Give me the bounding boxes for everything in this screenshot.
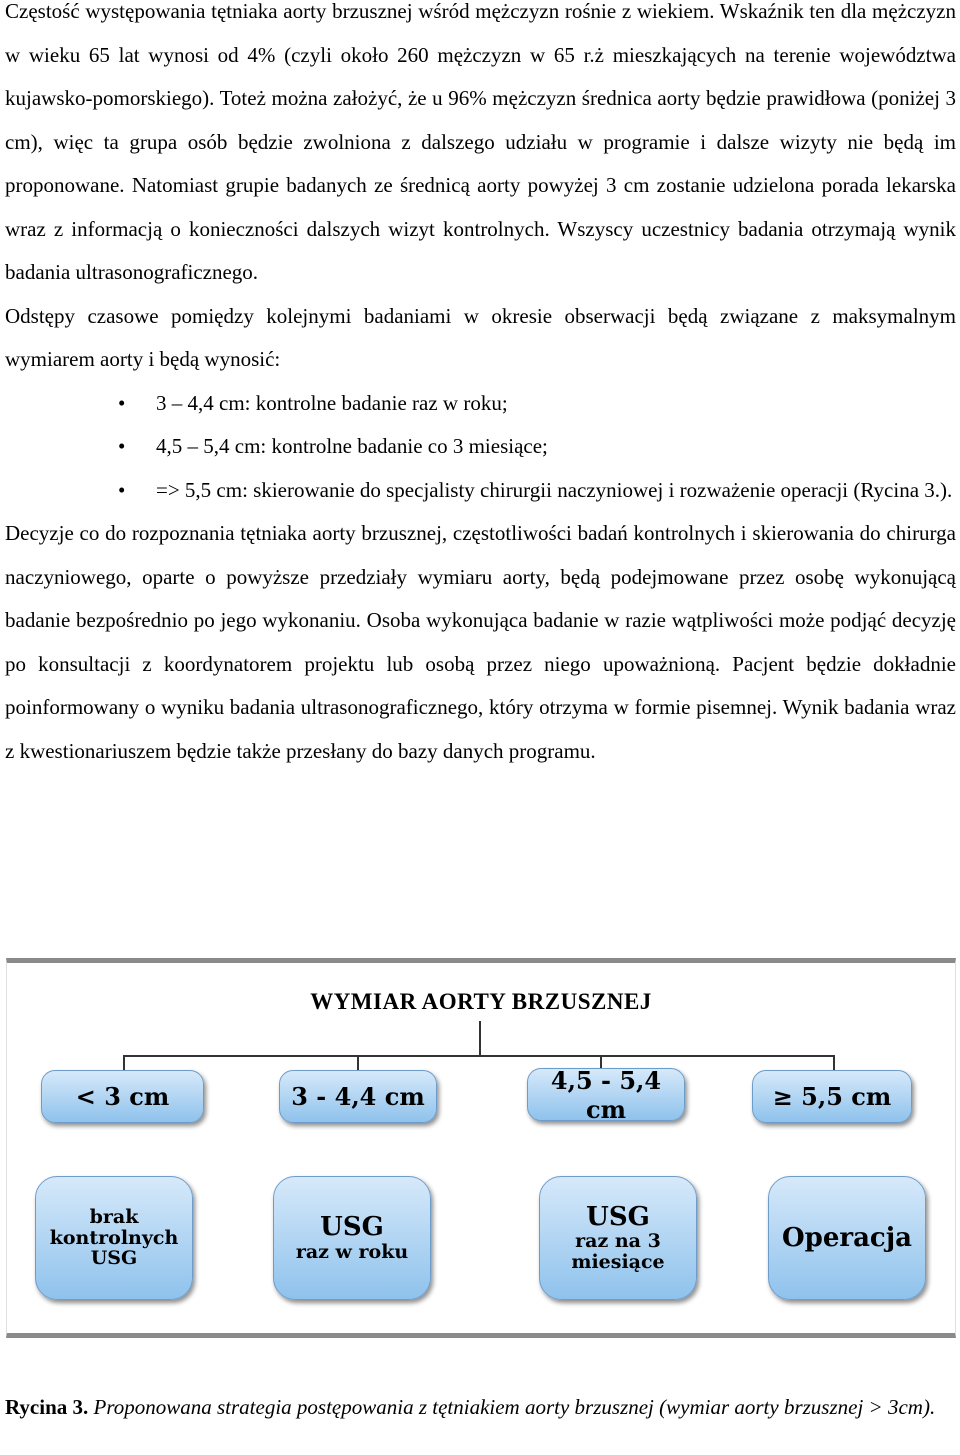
list-item: • 4,5 – 5,4 cm: kontrolne badanie co 3 miesiące; <box>5 425 956 469</box>
connector-horizontal <box>123 1055 835 1057</box>
action-box-yearly-usg: USG raz w roku <box>273 1176 431 1300</box>
bullet-icon: • <box>118 390 126 415</box>
range-box-3-4-4: 3 - 4,4 cm <box>279 1070 437 1123</box>
aorta-strategy-diagram <box>6 958 956 1338</box>
connector-drop-4 <box>833 1055 835 1070</box>
range-box-4-5-5-4: 4,5 - 5,4 cm <box>527 1068 685 1121</box>
list-item: • 3 – 4,4 cm: kontrolne badanie raz w roku; <box>5 382 956 426</box>
connector-trunk <box>479 1021 481 1056</box>
action-box-no-follow-up: brak kontrolnych USG <box>35 1176 193 1300</box>
action-box-surgery: Operacja <box>768 1176 926 1300</box>
paragraph-prevalence: Częstość występowania tętniaka aorty brzusznej wśród mężczyzn rośnie z wiekiem. Wskaźnik ten dla mężczyzn w wieku 65 lat wynosi od 4% (czyli około 260 mężczyzn w 65 r.ż mieszkających na terenie województwa kujawsko-pomorskiego). Toteż można założyć, że u 96% mężczyzn średnica aorty będzie prawidłowa (poniżej 3 cm), więc ta grupa osób będzie zwolniona z dalszego udziału w programie i dalsze wizyty nie będą im proponowane. Natomiast grupie badanych ze średnicą aorty powyżej 3 cm zostanie udzielona porada lekarska wraz z informacją o konieczności dalszych wizyt kontrolnych. Wszyscy uczestnicy badania otrzymają wynik badania ultrasonograficznego. <box>5 0 956 284</box>
connector-drop-2 <box>357 1055 359 1070</box>
connector-drop-1 <box>123 1055 125 1070</box>
paragraph-decisions: Decyzje co do rozpoznania tętniaka aorty brzusznej, częstotliwości badań kontrolnych i skierowania do chirurga naczyniowego, oparte o powyższe przedziały wymiaru aorty, będą podejmowane przez osobę wykonującą badanie bezpośrednio po jego wykonaniu. Osoba wykonująca badanie w razie wątpliwości może podjąć decyzję po konsultacji z koordynatorem projektu lub osobą przez niego upoważnioną. Pacjent będzie dokładnie poinformowany o wyniku badania ultrasonograficznego, który otrzyma w formie pisemnej. Wynik badania wraz z kwestionariuszem będzie także przesłany do bazy danych programu. <box>5 521 956 763</box>
paragraph-intervals: Odstępy czasowe pomiędzy kolejnymi badaniami w okresie obserwacji będą związane z maksymalnym wymiarem aorty i będą wynosić: <box>5 303 956 371</box>
interval-list <box>5 382 956 513</box>
caption-text: Proponowana strategia postępowania z tętniakiem aorty brzusznej (wymiar aorty brzusznej > 3cm). <box>93 1395 936 1419</box>
range-box-over-5-5: ≥ 5,5 cm <box>752 1070 912 1123</box>
bullet-icon: • <box>118 434 126 458</box>
range-box-under-3: < 3 cm <box>41 1070 204 1123</box>
caption-label: Rycina 3. <box>5 1395 89 1419</box>
body-text <box>5 0 956 773</box>
action-box-quarterly-usg: USG raz na 3 miesiące <box>539 1176 697 1300</box>
diagram-title: WYMIAR AORTY BRZUSZNEJ <box>310 989 652 1014</box>
list-item: • => 5,5 cm: skierowanie do specjalisty chirurgii naczyniowej i rozważenie operacji (Rycina 3.). <box>5 469 956 513</box>
bullet-icon: • <box>118 477 126 502</box>
figure-caption <box>5 1392 956 1422</box>
